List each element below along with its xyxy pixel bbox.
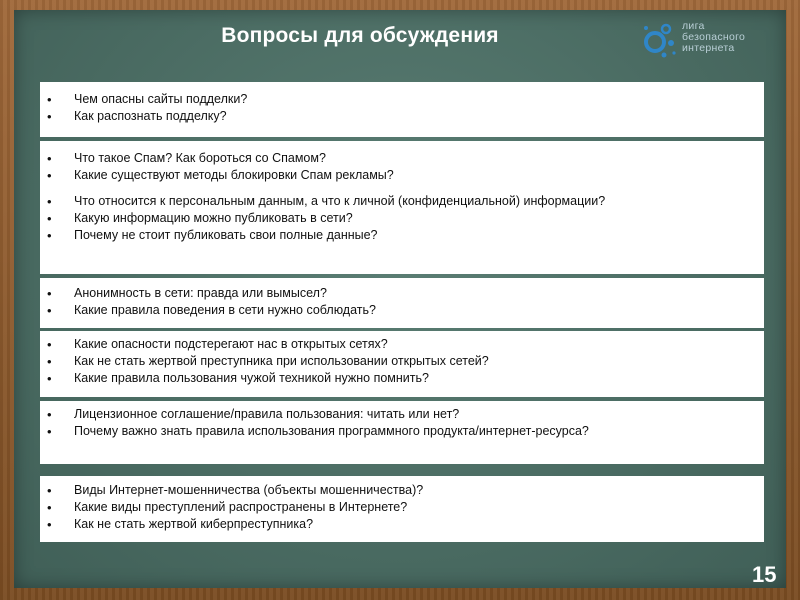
- logo: [640, 18, 770, 64]
- circles-logo-icon: [640, 20, 678, 60]
- list-item: • Какую информацию можно публиковать в сети?: [74, 210, 754, 227]
- page-number: 15: [752, 562, 777, 587]
- list-item: • Какие правила пользования чужой техникой нужно помнить?: [74, 370, 754, 387]
- list-item: • Как не стать жертвой преступника при использовании открытых сетей?: [74, 353, 754, 370]
- logo-text: [682, 21, 772, 54]
- list-item: • Чем опасны сайты подделки?: [74, 91, 754, 108]
- logo-line: интернета: [682, 42, 735, 54]
- list-item: • Лицензионное соглашение/правила пользования: читать или нет?: [74, 406, 754, 423]
- list-item: • Как не стать жертвой киберпреступника?: [74, 516, 754, 533]
- question-box-1: [40, 82, 764, 137]
- list-item: • Что относится к персональным данным, а что к личной (конфиденциальной) информации?: [74, 193, 674, 210]
- question-list: [74, 482, 754, 533]
- list-item: • Какие существуют методы блокировки Спам рекламы?: [74, 167, 754, 184]
- list-item: • Какие виды преступлений распространены в Интернете?: [74, 499, 754, 516]
- slide-title: Вопросы для обсуждения: [221, 24, 499, 47]
- logo-line: лига: [682, 20, 705, 32]
- list-item: • Какие опасности подстерегают нас в открытых сетях?: [74, 336, 754, 353]
- question-box-3: [40, 278, 764, 328]
- question-box-4: [40, 331, 764, 397]
- question-list: [74, 91, 754, 125]
- question-list: [74, 336, 754, 387]
- question-list: [74, 150, 754, 244]
- list-item: • Что такое Спам? Как бороться со Спамом?: [74, 150, 754, 167]
- list-item: • Какие правила поведения в сети нужно соблюдать?: [74, 302, 754, 319]
- list-item: • Как распознать подделку?: [74, 108, 754, 125]
- list-item: • Виды Интернет-мошенничества (объекты мошенничества)?: [74, 482, 754, 499]
- question-box-6: [40, 476, 764, 542]
- logo-line: безопасного: [682, 31, 746, 43]
- question-box-2: [40, 141, 764, 274]
- question-box-5: [40, 401, 764, 464]
- question-list: [74, 406, 754, 440]
- list-item: • Почему не стоит публиковать свои полные данные?: [74, 227, 754, 244]
- list-item: • Анонимность в сети: правда или вымысел?: [74, 285, 754, 302]
- list-item: • Почему важно знать правила использования программного продукта/интернет-ресурса?: [74, 423, 714, 440]
- question-list: [74, 285, 754, 319]
